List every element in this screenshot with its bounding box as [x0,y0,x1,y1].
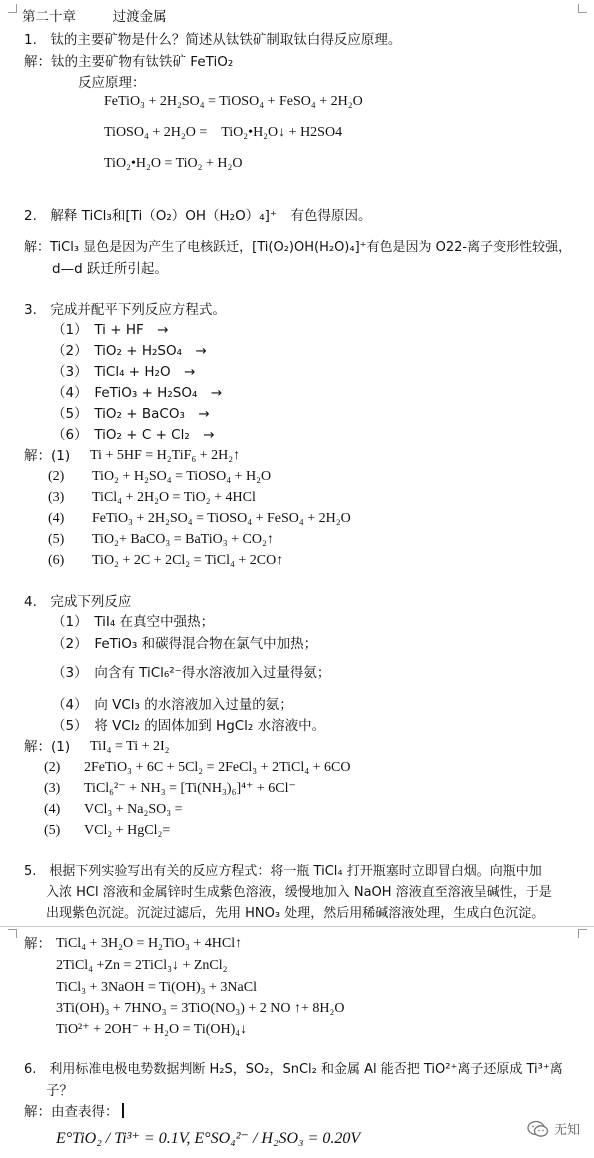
q4-item-1: （1） TiI₄ 在真空中强热； [52,614,215,630]
corner-mark-bottom-left [8,929,17,938]
q5-answer-label: 解： [24,936,51,952]
q5-answer-3: TiCl₃ + 3NaOH = Ti(OH)₃ + 3NaCl [56,980,257,995]
q2-answer-line-2: d—d 跃迁所引起。 [52,261,168,277]
q3-answer-label: 解：(1) [24,448,71,464]
q3-answer-4: FeTiO₃ + 2H₂SO₄ = TiOSO₄ + FeSO₄ + 2H₂O [92,511,351,526]
q3-answer-6: TiO₂ + 2C + 2Cl₂ = TiCl₄ + 2CO↑ [92,553,284,568]
q4-item-3: （3） 向含有 TiCl₆²⁻得水溶液加入过量得氨； [52,665,331,681]
q1-answer: 解：钛的主要矿物有钛铁矿 FeTiO₂ [24,54,234,70]
chapter-heading [22,8,167,26]
q4-answer-num-5: (5) [44,823,61,838]
q4-answer-num-3: (3) [44,781,61,796]
q3-answer-1: Ti + 5HF = H₂TiF₆ + 2H₂↑ [90,448,241,463]
q3-answer-num-6: (6) [48,553,65,568]
q5-answer-5: TiO²⁺ + 2OH⁻ + H₂O = Ti(OH)₄↓ [56,1022,248,1037]
q3-item-4: （4） FeTiO₃ + H₂SO₄ → [52,385,223,401]
q3-answer-5: TiO₂+ BaCO₃ = BaTiO₃ + CO₂↑ [92,532,274,547]
q3-answer-2: TiO₂ + H₂SO₄ = TiOSO₄ + H₂O [92,469,272,484]
q3-item-6: （6） TiO₂ + C + Cl₂ → [52,427,215,443]
corner-mark-bottom-right [578,929,587,938]
q6-question-line-2: 子？ [46,1083,73,1099]
q3-answer-3: TiCl₄ + 2H₂O = TiO₂ + 4HCl [92,490,256,505]
q5-answer-2: 2TiCl₄ +Zn = 2TiCl₃↓ + ZnCl₂ [56,958,228,973]
q3-item-2: （2） TiO₂ + H₂SO₄ → [52,343,207,359]
q1-equation-2: TiOSO₄ + 2H₂O = TiO₂•H₂O↓ + H2SO4 [104,125,343,140]
q4-answer-4: VCl₃ + Na₂SO₃ = [84,802,183,817]
watermark-text: 无知 [553,1123,580,1138]
q1-question: 1. 钛的主要矿物是什么？简述从钛铁矿制取钛白得反应原理。 [24,32,402,48]
q4-answer-label: 解：(1) [24,739,71,755]
q6-answer-text: 解：由查表得： [24,1104,119,1120]
q4-item-2: （2） FeTiO₃ 和碳得混合物在氯气中加热； [52,636,318,652]
q3-answer-num-4: (4) [48,511,65,526]
q5-question-line-1: 5. 根据下列实验写出有关的反应方程式：将一瓶 TiCl₄ 打开瓶塞时立即冒白烟。向瓶中加 [24,864,542,879]
q2-question: 2. 解释 TiCl₃和[Ti（O₂）OH（H₂O）₄]⁺ 有色得原因。 [24,208,372,224]
watermark [527,1119,580,1138]
q4-answer-5: VCl₂ + HgCl₂= [84,823,171,838]
chapter-title: 过渡金属 [112,9,167,25]
q3-item-5: （5） TiO₂ + BaCO₃ → [52,406,210,422]
q4-answer-num-4: (4) [44,802,61,817]
q3-answer-num-3: (3) [48,490,65,505]
q5-answer-1: TiCl₄ + 3H₂O = H₂TiO₃ + 4HCl↑ [56,936,243,951]
corner-mark-top-left [8,4,17,13]
q5-question-line-3: 出现紫色沉淀。沉淀过滤后，先用 HNO₃ 处理，然后用稀碱溶液处理，生成白色沉淀。 [46,906,545,921]
q3-answer-num-2: (2) [48,469,65,484]
page-break-line [0,926,594,927]
q4-question: 4. 完成下列反应 [24,594,132,610]
q6-formula: E°TiO₂ / Ti³⁺ = 0.1V, E°SO₄²⁻ / H₂SO₃ = 0.20V [56,1130,361,1147]
corner-mark-top-right [578,4,587,13]
q3-answer-num-5: (5) [48,532,65,547]
q3-item-3: （3） TiCl₄ + H₂O → [52,364,196,380]
q4-answer-2: 2FeTiO₃ + 6C + 5Cl₂ = 2FeCl₃ + 2TiCl₄ + 6CO [84,760,351,775]
text-cursor [122,1103,124,1118]
q3-question: 3. 完成并配平下列反应方程式。 [24,302,226,318]
q4-item-5: （5） 将 VCl₂ 的固体加到 HgCl₂ 水溶液中。 [52,718,326,734]
q5-question-line-2: 入浓 HCl 溶液和金属锌时生成紫色溶液，缓慢地加入 NaOH 溶液直至溶液呈碱性，于是 [46,885,552,900]
q2-answer-line-1: 解：TiCl₃ 显色是因为产生了电核跃迁，[Ti(O₂)OH(H₂O)₄]⁺有色是因为 O22-离子变形性较强， [24,240,572,255]
wechat-icon [527,1120,549,1138]
q1-principle-label: 反应原理： [78,75,146,91]
q4-item-4: （4） 向 VCl₃ 的水溶液加入过量的氨； [52,697,293,713]
chapter-label: 第二十章 [22,9,76,25]
q6-question-line-1: 6. 利用标准电极电势数据判断 H₂S，SO₂，SnCl₂ 和金属 Al 能否把 TiO²⁺离子还原成 Ti³⁺离 [24,1062,563,1077]
q4-answer-1: TiI₄ = Ti + 2I₂ [90,739,170,754]
q1-equation-1: FeTiO₃ + 2H₂SO₄ = TiOSO₄ + FeSO₄ + 2H₂O [104,94,363,109]
q4-answer-num-2: (2) [44,760,61,775]
q3-item-1: （1） Ti + HF → [52,322,169,338]
q5-answer-4: 3Ti(OH)₃ + 7HNO₃ = 3TiO(NO₃) + 2 NO ↑+ 8H₂O [56,1001,345,1016]
q1-equation-3: TiO₂•H₂O = TiO₂ + H₂O [104,156,243,171]
q6-answer [24,1103,124,1121]
q4-answer-3: TiCl₆²⁻ + NH₃ = [Ti(NH₃)₆]⁴⁺ + 6Cl⁻ [84,781,296,796]
